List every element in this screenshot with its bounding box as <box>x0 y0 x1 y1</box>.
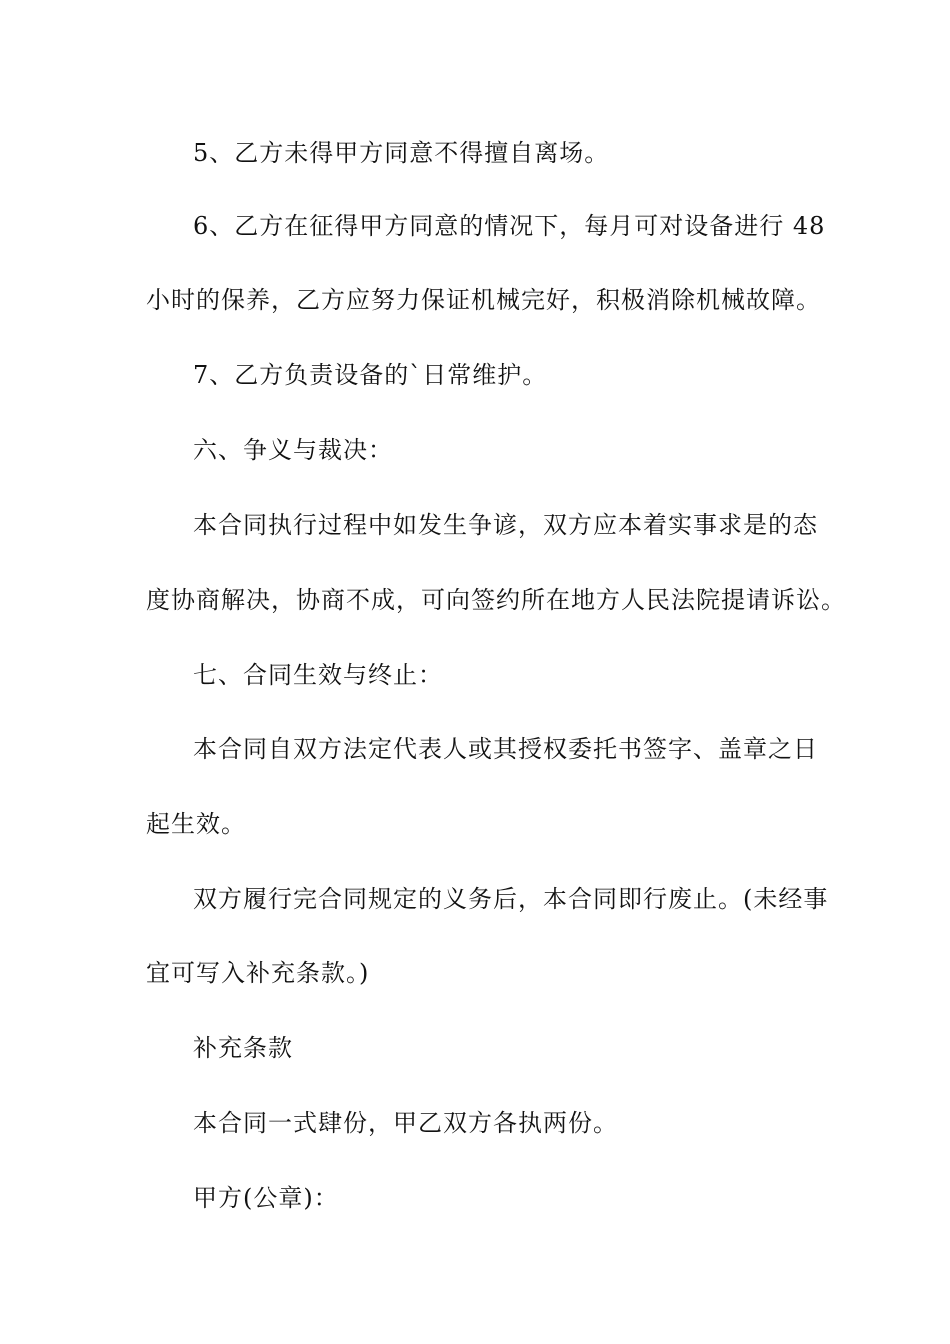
party-a-seal-label: 甲方(公章)： <box>193 1184 339 1212</box>
section-7-paragraph-1-line-2: 起生效。 <box>146 810 246 838</box>
clause-7: 7、乙方负责设备的`日常维护。 <box>193 361 548 389</box>
section-6-paragraph-line-1: 本合同执行过程中如发生争谚，双方应本着实事求是的态 <box>193 511 818 539</box>
section-7-paragraph-2-line-2: 宜可写入补充条款。) <box>146 959 370 987</box>
clause-6-line-1: 6、乙方在征得甲方同意的情况下，每月可对设备进行 48 <box>193 212 826 240</box>
clause-6-line-2: 小时的保养，乙方应努力保证机械完好，积极消除机械故障。 <box>146 286 821 314</box>
supplementary-terms-heading: 补充条款 <box>193 1034 293 1062</box>
section-6-heading: 六、争义与裁决： <box>193 436 393 464</box>
clause-5: 5、乙方未得甲方同意不得擅自离场。 <box>193 139 610 167</box>
section-7-heading: 七、合同生效与终止： <box>193 661 443 689</box>
copies-clause: 本合同一式肆份，甲乙双方各执两份。 <box>193 1109 618 1137</box>
section-6-paragraph-line-2: 度协商解决，协商不成，可向签约所在地方人民法院提请诉讼。 <box>146 586 846 614</box>
section-7-paragraph-2-line-1: 双方履行完合同规定的义务后，本合同即行废止。(未经事 <box>193 885 829 913</box>
section-7-paragraph-1-line-1: 本合同自双方法定代表人或其授权委托书签字、盖章之日 <box>193 735 818 763</box>
